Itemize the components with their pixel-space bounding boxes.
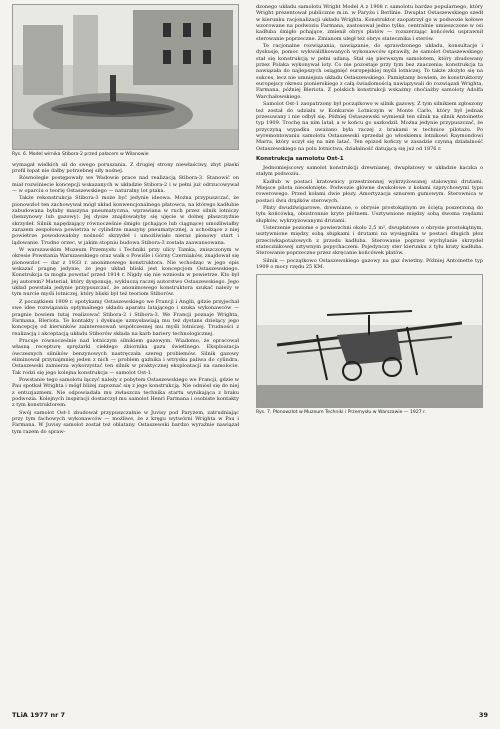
left-paragraph-8: Swój samolot Ost-1 zbudował przypuszczalnie w Juvisy pod Paryżem, zatrudniając przy tym fachowych wykonawców — możliwe, że z kręgu wytwórni Wrighta w Pau i Farmana. W Juvisy samolot został też oblatany. Ostaszewski bardzo wyraźnie nawiązał tym razem do spraw- — [12, 409, 239, 435]
page-number: 39 — [478, 711, 488, 719]
right-paragraph-1: dzonego układu samolotu Wright Model A z 1908 r. samolotu bardzo popularnego, który Wright prezentował publicznie m.in. w Paryżu i Berlinie. Dwupłat Ostaszewskiego szedł w kierunku racjonalizacji układu Wrighta. Konstruktor zaopatrzył go w podwozie kołowe wzorowane na podwoziu Farmana, zastosował jedno tylko, centralnie umieszczone w osi kadłuba śmigło pchające, zmienił obrys płatów — rozszerzając końcówki usprawnił sterowanie poprzeczne. Zmianom uległ też obrys statecznika i sterów. — [256, 4, 483, 42]
left-paragraph-3: Także rekonstrukcja Stibora-3 może być jedynie ideowa. Można przypuszczać, że pionowzlot ten zachowywał mógł układ konwencjonalnego płatowca, na którego kadłubie zabudowana byłaby maszyna pneumatyczna, wprawiana w ruch przez silnik lotniczy (benzynowy lub gazowy). Jej dysze znajdowałyby się ujęcie w dolnej płaszczyźnie skrzydeł. Silnik napędzający równocześnie śmigło (pchające lub ciągnące) umożliwiałby zarazem zespołowa powietrza w cylindrze maszyny pneumatycznej, a uchodzące z niej powietrze powodowałoby nośność skrzydeł i umożliwiało nieraz pionowy start i lądowanie. Trudno orzec, w jakim stopniu budowa Stibora-3 została zaawansowana. — [12, 195, 239, 246]
helicopter-model-illustration — [257, 275, 482, 407]
issue-label: TLiA 1977 nr 7 — [12, 711, 66, 719]
spec-paragraph-5: Silnik — początkowo Ostaszewskiego gazowy na gaz świetlny. Później Antoinette typ 1909 o mocy rzędu 25 KM. — [256, 257, 483, 271]
figure-7-caption: Rys. 7. Płonowzlot w Muzeum Techniki i Przemysłu w Warszawie — 1927 r. — [256, 410, 427, 416]
figure-7-photo — [256, 274, 483, 408]
spec-paragraph-1: Jednomiejscowy samolot konstrukcji drewnianej, dwupłatowy w układzie kaczka o stałym podwoziu. — [256, 164, 483, 178]
figure-6-photo — [12, 4, 239, 150]
page-footer — [12, 711, 488, 721]
spec-paragraph-4: Usterzenie poziome o powierzchni około 2,5 m², dwupłatowe o obrysie prostokątnym, usztywnione między sobą słupkami i drutami na wysięgniku w postaci długich płoz przeciwkapotażowych z przodu kadłuba. Sterowanie poprzez wychylanie skrzydeł statecznikowej sztywnym popychaczem. Pojedynczy ster kierunku z tyłu kraty kadłuba. Sterowanie poprzeczne przez skręcanie końcówek płatów. — [256, 225, 483, 257]
left-paragraph-1: wymagał wielkich sił do swego poruszania. Z drugiej strony niewłaściwy, zbyt płaski profil łopat nie dałby potrzebnej siły nośnej. — [12, 161, 239, 174]
section-heading: Konstrukcja samolotu Ost-1 — [256, 155, 344, 162]
right-paragraph-2: Te racjonalne rozwiązania, nawiązanie, do sprawdzonego układu, konsultacje i dyskusje, pomoc wykwalifikowanych wykonawców sprawiły, że samolot Ostaszewskiego stał się konstrukcją w pełni udaną. Stał się pierwszym samolotem, który zbudowany przez Polaka wykonywał loty. Co nie pozostaje przy tym bez znaczenia; konstrukcja ta nawiązała do najlepszych osiągnięć europejskiej myśli lotniczej. To także złożyło się na sukces, lecz nie umniejsza układu Ostaszewskiego. Pamiętamy bowiem, że konstruktorzy europejscy okresu pionierskiego z całą świadomością nawiązywali do rozwiązań Wrighta, Farmana, później Bleriota. Z polskich konstrukcji wskażmy choćiażby samoloty Adolfa Warchałowskiego. — [256, 43, 483, 100]
left-paragraph-6: Pracuje równocześnie nad lotniczym silnikiem gazowym. Wiadomo, że opracował własną recepturę sprężarki ciekłego zbiornika gazu świetlnego. Eksploatacja ówczesnych silników benzynowych nastręczała szereg problemów. Silnik gazowy eliminował przynajmniej jeden z nich — problem gaźnika i wtrysku paliwa do cylindra. Ostaszewski zamierza wykorzystać ten silnik w praktycznej eksploatacji na samolocie. Tak rodzi się jego kolejna konstrukcja — samolot Ost-1. — [12, 337, 239, 376]
spec-paragraph-2: Kadłub w postaci kratownicy przestrzennej wykrzyżowanej stalowymi drutami. Miejsce pilota nieosłonięte. Podwozie główne dwukołowe z kołami szprychowymi typu rowerowego. Przed kołami dwie płozy. Amortyzacja sznurem gumowym. Sterownica w postaci dwu drążków sterowych. — [256, 178, 483, 204]
figure-6-caption: Rys. 6. Model wirnika Stibora-2 przed pałacem w Wilanowie — [12, 152, 149, 157]
left-paragraph-5: Z początkiem 1909 r. spotykamy Ostaszewskiego we Francji i Anglii, gdzie przyjechał swe idee rozwiązania optymalnego układu aparatu latającego i szuka wykonawców — pragnie bowiem tutaj realizować Stibora-2 i Stibora-3. We Francji poznaje Wrighta, Farmana, Bleriota. Te kontakty i dyskusje uzmysławiają mu też dystans dzielący jego koncepcję od kierunków zainteresowań współczesnej mu myśli lotniczej. Trudności z realizacją i akceptacją układu Stiborów składa na karb bariery technologicznej. — [12, 298, 239, 337]
left-paragraph-7: Powstanie tego samolotu łączyć należy z pobytem Ostaszewskiego we Francji, gdzie w Pau spotkał Wrighta i mógł bliżej zapoznać się z jego konstrukcją. Nie odniósł się do niej z entuzjazmem. Nie odpowiadała mu zwłaszcza technika startu wynikająca z braku podwozia. Kolejnych inspiracji dostarczył mu samolot Henri Farmana i osobiste kontakty z tym konstruktorem. — [12, 376, 239, 409]
right-column — [256, 0, 483, 420]
right-paragraph-3: Samolot Ost-1 zaopatrzony był początkowo w silnik gazowy. Z tym silnikiem zgłoszony też został do udziału w Konkursie Lotniczym w Monte Carlo, który był jednak przesuwany i nie odbył się. Później Ostaszewski wymienił ten silnik na silnik Antoinette typ 1909. Trochę na nim latał, a w końcu go uszkodził. Można jedynie przypuszczać, że przyczyną wypadku uważano była raczej z brakami w technice pilotażu. Po wyremontowaniu samolotu Ostaszewski sprzedał go włoskiemu lotnikowi Raymondowi Marra, który uczył się na nim latać. Ten epizod kończy w zasadzie czynną działalność Ostaszewskiego na polu lotnictwa, działalność datującą się już od 1876 r. — [256, 101, 483, 152]
left-column — [12, 0, 239, 436]
palace-photo-illustration — [13, 5, 238, 149]
left-paragraph-4: W warszawskim Muzeum Przemysłu i Techniki przy ulicy Tamka, zniszczonym w okresie Powstania Warszawskiego oraz walk o Powiśle i Górny Czerniaków, znajdował się pionowzlot — dar z 1933 r. anonimowego konstruktora. Nie wchodząc w jego opis wskazać pragnę jedynie, że jego układ bliski jest koncepcjom Ostaszewskiego. Konstrukcja ta mogła powstać przed 1914 r. Nigdy się nie wzniosła w powietrze. Kto był jej autorem? Materiał, który dysponuję, wykluczą raczej autorstwo Ostaszewskiego. Jego układ powstała jedynie przypuszczać, że anonimowego konstruktora szukać należy w tym nurcie myśli lotniczej, który bliski był też teoriom Stiborów. — [12, 247, 239, 298]
spec-paragraph-3: Płaty dwudźwigarowe, drewniane, o obrysie prostokątnym ze ściętą poszerzoną do tyłu końcówką, obustronnie kryte płótnem. Usztywnione między sobą dwoma rzędami słupków, wykrzyżowanymi drutami. — [256, 204, 483, 224]
left-paragraph-2: Równolegle postępowały we Wadowie prace nad realizacją Stibora-3. Stanowić on miał rozwiniecie koncepcji wskazanych w układzie Stibora-2 i w pełni już odrzucowywał — w oparciu o teorię Ostaszewskiego — naturalny lot ptaka. — [12, 175, 239, 194]
